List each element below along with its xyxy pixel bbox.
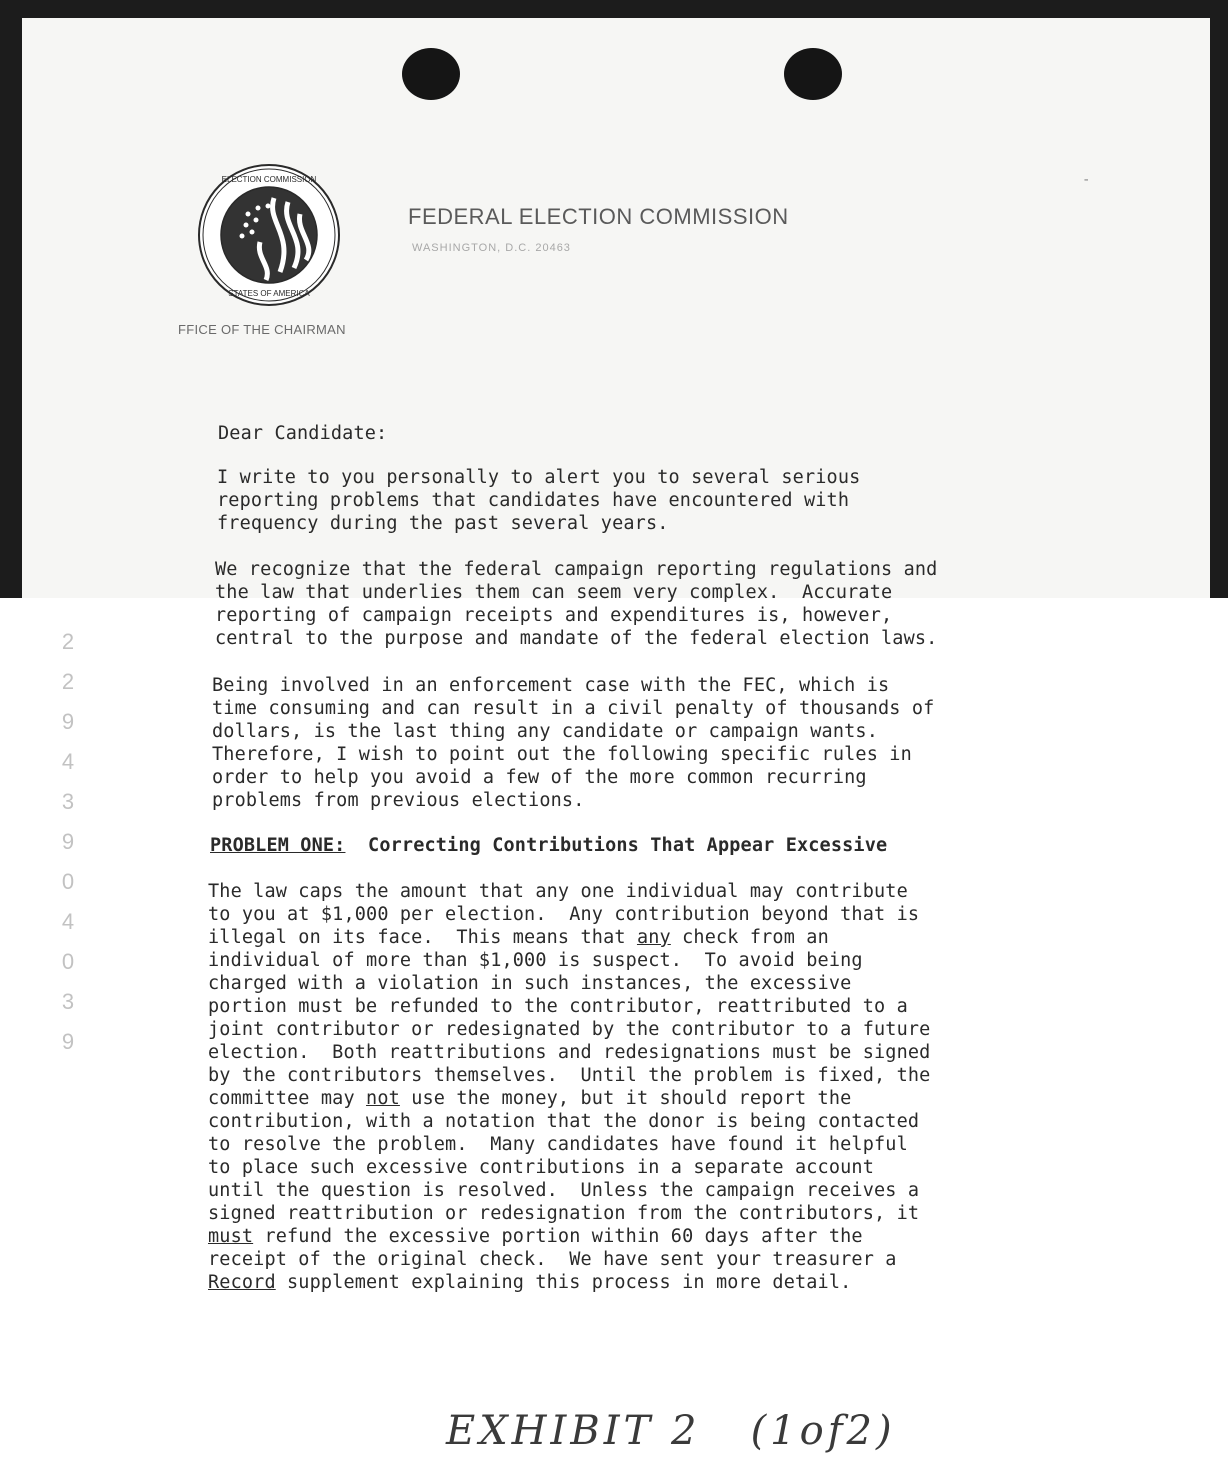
stamp-digit: 0 bbox=[61, 869, 75, 894]
emphasis-any: any bbox=[636, 927, 671, 948]
exhibit-part: (1of2) bbox=[750, 1408, 896, 1454]
letter-greeting: Dear Candidate: bbox=[218, 423, 388, 444]
para4-part-a: The law caps the amount that any one individual may contribute to you at $1,000 per election. Any contribution beyond that is illegal on its face. This means that bbox=[208, 881, 920, 948]
stamp-digit: 4 bbox=[61, 909, 75, 934]
emphasis-not: not bbox=[366, 1088, 400, 1109]
para4-part-e: supplement explaining this process in more detail. bbox=[275, 1272, 852, 1293]
emphasis-must: must bbox=[208, 1226, 254, 1247]
para4-part-b: check from an individual of more than $1,000 is suspect. To avoid being charged with a violation in such instances, the excessive portion must be refunded to the contributor, reattributed to a joint contributor or redesignated by the contributor to a future election. Both reattributions and redesignations must be signed by the contributors themselves. Until the problem is fixed, the committee may bbox=[208, 927, 931, 1109]
paragraph-problem-one bbox=[208, 880, 930, 1294]
svg-text:STATES OF AMERICA: STATES OF AMERICA bbox=[228, 289, 310, 298]
stamp-digit: 3 bbox=[61, 789, 75, 814]
paragraph-regulations: We recognize that the federal campaign reporting regulations and the law that underlies them can seem very complex. Accurate reporting of campaign receipts and expenditures is, however, central to the purpose and mandate of the federal election laws. bbox=[215, 559, 938, 649]
record-title: Record bbox=[208, 1272, 276, 1293]
svg-text:ELECTION COMMISSION: ELECTION COMMISSION bbox=[221, 175, 317, 184]
agency-address: WASHINGTON, D.C. 20463 bbox=[412, 242, 571, 254]
problem-label: PROBLEM ONE: bbox=[210, 835, 346, 856]
agency-name: FEDERAL ELECTION COMMISSION bbox=[408, 204, 789, 229]
stamp-digit: 0 bbox=[61, 949, 75, 974]
punch-hole-left bbox=[402, 48, 460, 100]
stamp-digit: 3 bbox=[61, 989, 75, 1014]
office-label: FFICE OF THE CHAIRMAN bbox=[178, 322, 346, 337]
fec-seal-icon bbox=[196, 162, 342, 308]
stamp-digit: 9 bbox=[61, 1029, 75, 1054]
stamp-digit: 9 bbox=[61, 709, 75, 734]
problem-title: Correcting Contributions That Appear Excessive bbox=[345, 835, 888, 856]
paragraph-enforcement: Being involved in an enforcement case with the FEC, which is time consuming and can result in a civil penalty of thousands of dollars, is the last thing any candidate or campaign wants. Therefore, I wish to point out the following specific rules in order to help you avoid a few of the more common recurring problems from previous elections. bbox=[212, 675, 935, 811]
exhibit-annotation bbox=[446, 1408, 896, 1454]
stamp-digit: 2 bbox=[61, 629, 75, 654]
para4-part-d: refund the excessive portion within 60 days after the receipt of the original check. We have sent your treasurer a bbox=[208, 1226, 897, 1270]
punch-hole-right bbox=[784, 48, 842, 100]
para4-part-c: use the money, but it should report the contribution, with a notation that the donor is being contacted to resolve the problem. Many candidates have found it helpful to place such excessive contributions in a separate account until the question is resolved. Unless the campaign receives a signed reattribution or redesignation from the contributors, it bbox=[208, 1088, 920, 1224]
corner-mark: - bbox=[1082, 172, 1091, 188]
stamp-digit: 4 bbox=[61, 749, 75, 774]
stamp-digit: 9 bbox=[61, 829, 75, 854]
problem-one-heading bbox=[210, 834, 887, 857]
paragraph-intro: I write to you personally to alert you to several serious reporting problems that candidates have encountered with frequency during the past several years. bbox=[217, 467, 861, 534]
side-stamp-number bbox=[48, 622, 88, 1062]
exhibit-label: EXHIBIT 2 bbox=[446, 1408, 701, 1454]
stamp-digit: 2 bbox=[61, 669, 75, 694]
